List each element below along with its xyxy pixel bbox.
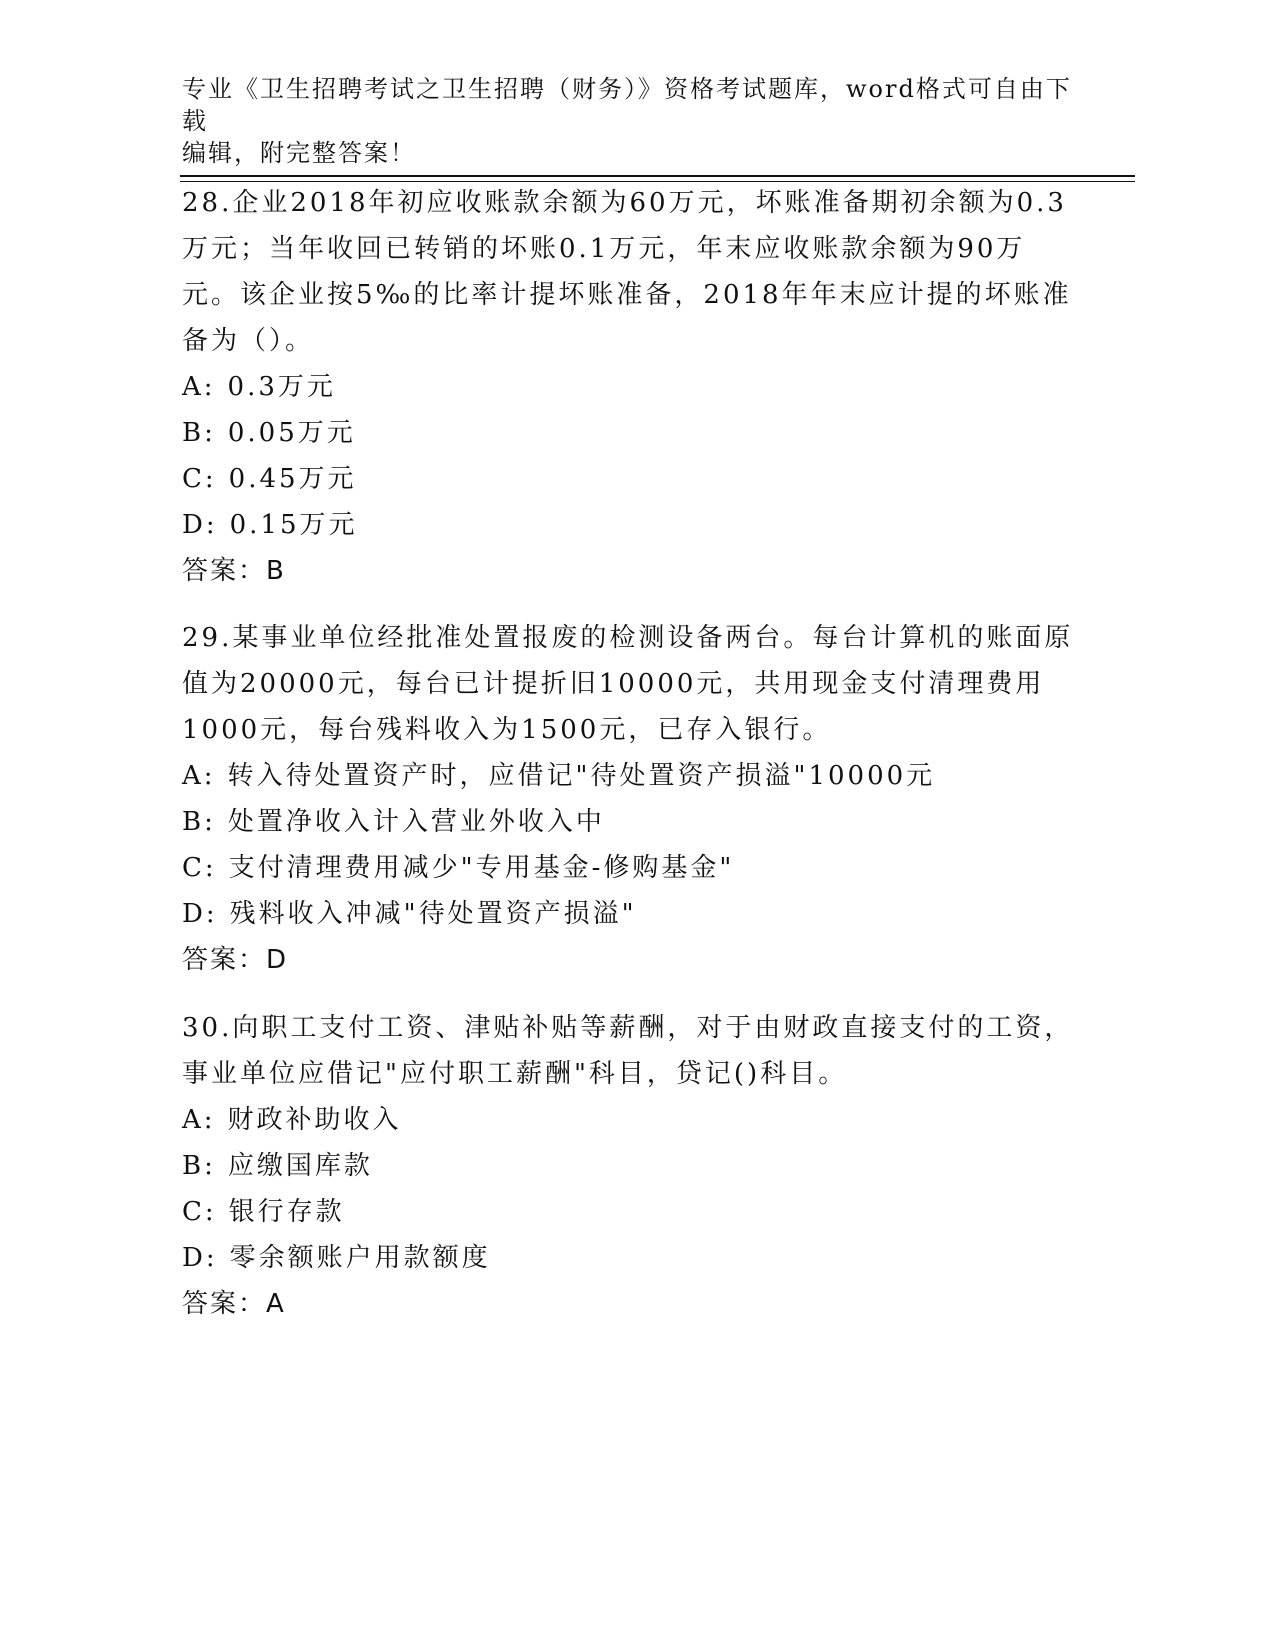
option-text: 财政补助收入	[227, 1105, 402, 1135]
option-text: 处置净收入计入营业外收入中	[227, 807, 605, 837]
option-label: C:	[182, 853, 217, 883]
header-line-2: 编辑，附完整答案！	[182, 139, 416, 167]
option-text: 0.45万元	[228, 464, 357, 494]
option-text: 零余额账户用款额度	[229, 1243, 491, 1273]
option-label: B:	[182, 418, 216, 448]
option-d	[182, 502, 1082, 548]
option-a	[182, 364, 1082, 410]
option-a	[182, 1097, 1082, 1143]
header-line-1: 专业《卫生招聘考试之卫生招聘（财务）》资格考试题库，word格式可自由下载	[182, 75, 1072, 135]
option-text: 支付清理费用减少"专用基金-修购基金"	[228, 853, 735, 883]
option-c	[182, 456, 1082, 502]
option-label: B:	[182, 1151, 216, 1181]
option-b	[182, 410, 1082, 456]
option-label: D:	[182, 510, 218, 540]
option-text: 0.3万元	[227, 372, 336, 402]
option-c	[182, 1189, 1082, 1235]
option-label: D:	[182, 1243, 218, 1273]
document-header	[182, 73, 1082, 169]
question-30	[182, 1005, 1082, 1327]
answer: 答案：B	[182, 556, 286, 586]
option-d	[182, 1235, 1082, 1281]
option-c	[182, 845, 1082, 891]
option-label: A:	[182, 761, 216, 791]
option-label: C:	[182, 464, 217, 494]
question-stem: 30.向职工支付工资、津贴补贴等薪酬，对于由财政直接支付的工资，事业单位应借记"应付职工薪酬"科目，贷记()科目。	[182, 1013, 1074, 1089]
question-28	[182, 180, 1082, 594]
option-text: 应缴国库款	[227, 1151, 373, 1181]
header-divider-thick	[180, 175, 1135, 177]
option-b	[182, 799, 1082, 845]
option-label: A:	[182, 1105, 216, 1135]
option-label: C:	[182, 1197, 217, 1227]
option-text: 0.05万元	[227, 418, 356, 448]
option-b	[182, 1143, 1082, 1189]
question-stem: 28.企业2018年初应收账款余额为60万元，坏账准备期初余额为0.3万元；当年收回已转销的坏账0.1万元，年末应收账款余额为90万元。该企业按5‰的比率计提坏账准备，2018年年末应计提的坏账准备为（）。	[182, 188, 1072, 356]
option-text: 0.15万元	[229, 510, 358, 540]
option-d	[182, 891, 1082, 937]
option-a	[182, 753, 1082, 799]
option-text: 银行存款	[228, 1197, 345, 1227]
option-text: 转入待处置资产时，应借记"待处置资产损溢"10000元	[227, 761, 936, 791]
question-29	[182, 615, 1082, 983]
option-label: D:	[182, 899, 218, 929]
option-text: 残料收入冲减"待处置资产损溢"	[229, 899, 637, 929]
option-label: B:	[182, 807, 216, 837]
option-label: A:	[182, 372, 216, 402]
answer: 答案：D	[182, 945, 289, 975]
question-stem: 29.某事业单位经批准处置报废的检测设备两台。每台计算机的账面原值为20000元，每台已计提折旧10000元，共用现金支付清理费用1000元，每台残料收入为1500元，已存入银行。	[182, 623, 1074, 745]
answer: 答案：A	[182, 1289, 286, 1319]
